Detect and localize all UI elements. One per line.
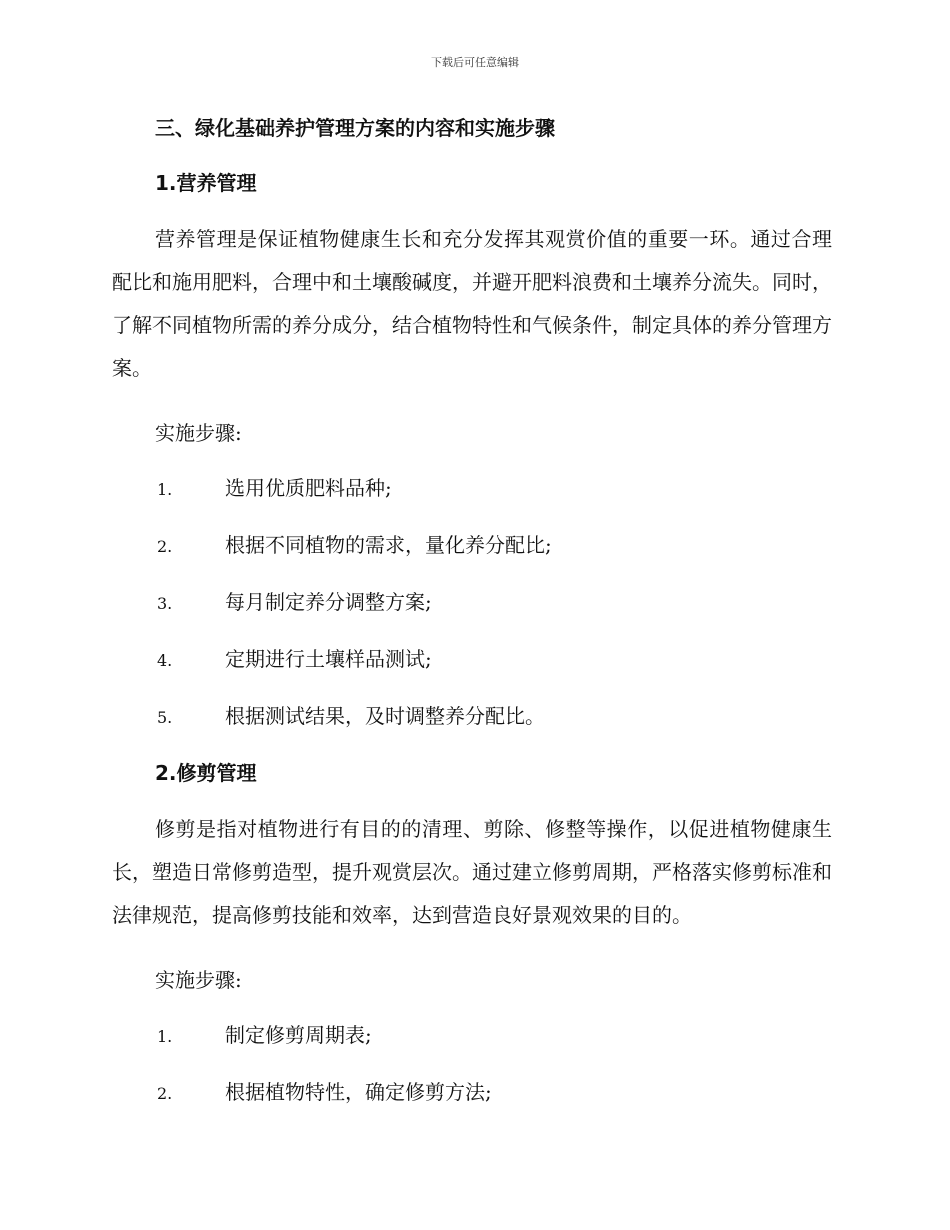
list-item-number: 2.: [157, 537, 173, 556]
list-item: [112, 639, 832, 681]
list-item-number: 3.: [157, 594, 173, 613]
nutrition-heading: 1.营养管理: [155, 171, 257, 195]
list-item-text: 制定修剪周期表;: [225, 1023, 372, 1047]
pruning-heading: 2.修剪管理: [155, 761, 257, 785]
section-title: 三、绿化基础养护管理方案的内容和实施步骤: [155, 116, 555, 140]
pruning-paragraph: 修剪是指对植物进行有目的的清理、剪除、修整等操作，以促进植物健康生长，塑造日常修剪造型，提升观赏层次。通过建立修剪周期，严格落实修剪标准和法律规范，提高修剪技能和效率，达到营造良好景观效果的目的。: [112, 817, 832, 927]
list-item-text: 根据不同植物的需求，量化养分配比;: [225, 533, 552, 557]
list-item-number: 2.: [157, 1084, 173, 1103]
list-item: [112, 696, 832, 738]
list-item-text: 根据植物特性，确定修剪方法;: [225, 1080, 492, 1104]
nutrition-steps-label: 实施步骤:: [155, 421, 242, 445]
list-item: [112, 525, 832, 567]
list-item: [112, 1015, 832, 1057]
list-item-number: 4.: [157, 651, 173, 670]
page-header: 下载后可任意编辑: [431, 56, 519, 69]
list-item: [112, 582, 832, 624]
list-item-text: 选用优质肥料品种;: [225, 476, 392, 500]
list-item-text: 每月制定养分调整方案;: [225, 590, 432, 614]
pruning-step-list: [112, 1015, 832, 1114]
list-item: [112, 1072, 832, 1114]
list-item-text: 根据测试结果，及时调整养分配比。: [225, 704, 545, 728]
list-item-number: 5.: [157, 708, 173, 727]
list-item-text: 定期进行土壤样品测试;: [225, 647, 432, 671]
list-item-number: 1.: [157, 1027, 173, 1046]
list-item: [112, 468, 832, 510]
list-item-number: 1.: [157, 480, 173, 499]
document-body: [112, 108, 832, 1114]
nutrition-step-list: [112, 468, 832, 738]
pruning-steps-label: 实施步骤:: [155, 968, 242, 992]
nutrition-paragraph: 营养管理是保证植物健康生长和充分发挥其观赏价值的重要一环。通过合理配比和施用肥料，合理中和土壤酸碱度，并避开肥料浪费和土壤养分流失。同时，了解不同植物所需的养分成分，结合植物特性和气候条件，制定具体的养分管理方案。: [112, 227, 832, 380]
